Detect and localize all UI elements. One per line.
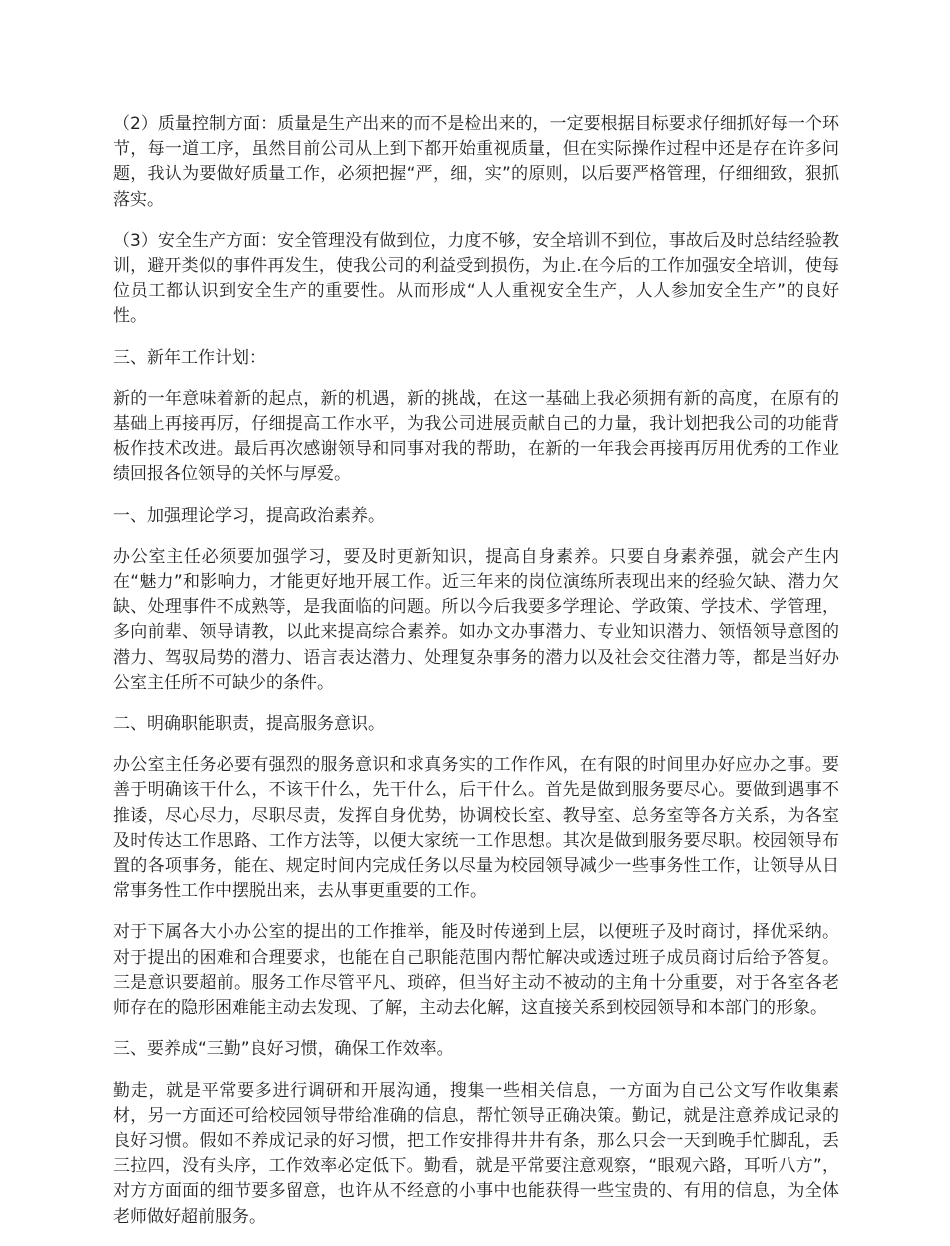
heading-duties: 二、明确职能职责，提高服务意识。	[113, 714, 385, 735]
paragraph-service-awareness: 办公室主任务必要有强烈的服务意识和求真务实的工作作风，在有限的时间里办好应办之事。要善于明确该干什么，不该干什么，先干什么，后干什么。首先是做到服务要尽心。要做到遇事不推诿，尽心尽力，尽职尽责，发挥自身优势，协调校长室、教导室、总务室等各方关系，为各室及时传达工作思路、工作方法等，以便大家统一工作思想。其次是做到服务要尽职。校园领导布置的各项事务，能在、规定时间内完成任务以尽量为校园领导减少一些事务性工作，让领导从日常事务性工作中摆脱出来，去从事更重要的工作。	[113, 755, 839, 902]
paragraph-three-diligence: 勤走，就是平常要多进行调研和开展沟通，搜集一些相关信息，一方面为自己公文写作收集素材，另一方面还可给校园领导带给准确的信息，帮忙领导正确决策。勤记，就是注意养成记录的良好习惯。假如不养成记录的好习惯，把工作安排得井井有条，那么只会一天到晚手忙脚乱，丢三拉四，没有头序，工作效率必定低下。勤看，就是平常要注意观察，“眼观六路，耳听八方”，对方方面面的细节要多留意，也许从不经意的小事中也能获得一些宝贵的、有用的信息，为全体老师做好超前服务。	[113, 1080, 839, 1227]
paragraph-subordinate-offices: 对于下属各大小办公室的提出的工作推举，能及时传递到上层，以便班子及时商讨，择优采纳。对于提出的困难和合理要求，也能在自己职能范围内帮忙解决或透过班子成员商讨后给予答复。三是意识要超前。服务工作尽管平凡、琐碎，但当好主动不被动的主角十分重要，对于各室各老师存在的隐形困难能主动去发现、了解，主动去化解，这直接关系到校园领导和本部门的形象。	[113, 922, 839, 1019]
document-body	[113, 112, 839, 1246]
heading-new-year-plan: 三、新年工作计划：	[113, 347, 266, 368]
paragraph-safety-production: （3）安全生产方面：安全管理没有做到位，力度不够，安全培训不到位，事故后及时总结经验教训，避开类似的事件再发生，使我公司的利益受到损伤，为止.在今后的工作加强安全培训，使每位员工都认识到安全生产的重要性。从而形成“人人重视安全生产，人人参加安全生产”的良好性。	[113, 230, 839, 327]
paragraph-new-year-intro: 新的一年意味着新的起点，新的机遇，新的挑战，在这一基础上我必须拥有新的高度，在原有的基础上再接再厉，仔细提高工作水平，为我公司进展贡献自己的力量，我计划把我公司的功能背板作技术改进。最后再次感谢领导和同事对我的帮助，在新的一年我会再接再厉用优秀的工作业绩回报各位领导的关怀与厚爱。	[113, 388, 839, 485]
paragraph-quality-control: （2）质量控制方面：质量是生产出来的而不是检出来的，一定要根据目标要求仔细抓好每一个环节，每一道工序，虽然目前公司从上到下都开始重视质量，但在实际操作过程中还是存在许多问题，我认为要做好质量工作，必须把握“严，细，实”的原则，以后要严格管理，仔细细致，狠抓落实。	[113, 114, 839, 210]
heading-theory-study: 一、加强理论学习，提高政治素养。	[113, 505, 385, 526]
paragraph-theory-study: 办公室主任必须要加强学习，要及时更新知识，提高自身素养。只要自身素养强，就会产生内在“魅力”和影响力，才能更好地开展工作。近三年来的岗位演练所表现出来的经验欠缺、潜力欠缺、处理事件不成熟等，是我面临的问题。所以今后我要多学理论、学政策、学技术、学管理，多向前辈、领导请教，以此来提高综合素养。如办文办事潜力、专业知识潜力、领悟领导意图的潜力、驾驭局势的潜力、语言表达潜力、处理复杂事务的潜力以及社会交往潜力等，都是当好办公室主任所不可缺少的条件。	[113, 546, 839, 693]
heading-three-diligence: 三、要养成“三勤”良好习惯，确保工作效率。	[113, 1039, 454, 1060]
